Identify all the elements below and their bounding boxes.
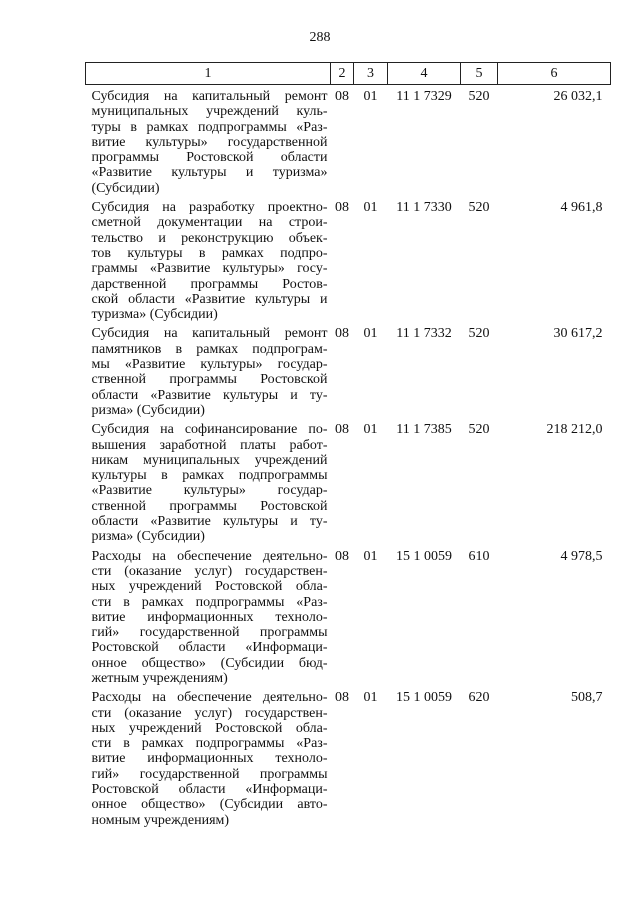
description-line: Субсидия на капитальный ремонт xyxy=(91,89,328,104)
row-expense-type: 520 xyxy=(468,326,490,342)
description-line: гий» государственной программы xyxy=(91,625,328,641)
row-description xyxy=(86,85,331,197)
description-line: Субсидия на капитальный ремонт xyxy=(91,326,328,342)
row-amount: 26 032,1 xyxy=(553,89,603,104)
row-subsection-code: 01 xyxy=(363,548,378,564)
description-line: вышения заработной платы работ- xyxy=(91,437,328,453)
row-expense-type: 520 xyxy=(468,89,490,104)
row-section-code: 08 xyxy=(335,326,349,342)
description-line: витие культуры» государственной xyxy=(91,134,328,150)
description-line: сти (оказание услуг) государствен- xyxy=(91,705,328,721)
table-row xyxy=(86,418,611,544)
row-amount: 508,7 xyxy=(571,690,603,706)
description-line: мы «Развитие культуры» государ- xyxy=(91,357,328,373)
row-section-code: 08 xyxy=(335,200,349,216)
description-line: ской области «Развитие культуры и xyxy=(91,291,328,307)
row-target-article: 15 1 0059 xyxy=(396,548,452,564)
description-line: области «Развитие культуры и ту- xyxy=(91,387,328,403)
description-line: сти в рамках подпрограммы «Раз- xyxy=(91,736,328,752)
table-row xyxy=(86,196,611,322)
row-expense-type: 520 xyxy=(468,422,490,438)
description-line: ных учреждений Ростовской обла- xyxy=(91,579,328,595)
row-description xyxy=(86,322,331,418)
description-line: Субсидия на софинансирование по- xyxy=(91,422,328,438)
column-header-4: 4 xyxy=(388,63,461,85)
row-expense-type: 610 xyxy=(468,548,490,564)
description-line: памятников в рамках подпрограм- xyxy=(91,341,328,357)
column-header-2: 2 xyxy=(331,63,354,85)
description-line: Расходы на обеспечение деятельно- xyxy=(91,690,328,706)
table-body xyxy=(86,85,611,828)
description-line: туры в рамках подпрограммы «Раз- xyxy=(91,119,328,135)
row-description xyxy=(86,545,331,687)
description-line: тельство и реконструкцию объек- xyxy=(91,230,328,246)
description-line: муниципальных учреждений куль- xyxy=(91,104,328,120)
row-target-article: 15 1 0059 xyxy=(396,690,452,706)
description-line: витие информационных техноло- xyxy=(91,609,328,625)
description-line: туризма» (Субсидии) xyxy=(91,307,218,323)
row-expense-type: 520 xyxy=(468,200,490,216)
row-amount: 4 978,5 xyxy=(560,548,603,564)
page-number: 288 xyxy=(309,30,331,45)
description-line: Субсидия на разработку проектно- xyxy=(91,200,328,216)
row-target-article: 11 1 7329 xyxy=(396,89,452,104)
column-header-1: 1 xyxy=(86,63,331,85)
description-line: гий» государственной программы xyxy=(91,766,328,782)
description-line: никам муниципальных учреждений xyxy=(91,452,328,468)
description-line: жетным учреждениям) xyxy=(91,670,228,686)
row-amount: 218 212,0 xyxy=(546,422,603,438)
row-subsection-code: 01 xyxy=(363,326,378,342)
description-line: сти (оказание услуг) государствен- xyxy=(91,563,328,579)
description-line: онное общество» (Субсидии бюд- xyxy=(91,655,328,671)
description-line: ственной программы Ростовской xyxy=(91,498,328,514)
column-header-6: 6 xyxy=(498,63,611,85)
description-line: ных учреждений Ростовской обла- xyxy=(91,720,328,736)
row-subsection-code: 01 xyxy=(363,690,378,706)
row-section-code: 08 xyxy=(335,548,349,564)
description-line: ризма» (Субсидии) xyxy=(91,402,205,418)
description-line: сти в рамках подпрограммы «Раз- xyxy=(91,594,328,610)
row-section-code: 08 xyxy=(335,690,349,706)
description-line: тов культуры в рамках подпро- xyxy=(91,245,328,261)
description-line: Ростовской области «Информаци- xyxy=(91,640,328,656)
row-section-code: 08 xyxy=(335,422,349,438)
description-line: области «Развитие культуры и ту- xyxy=(91,514,328,530)
row-amount: 30 617,2 xyxy=(553,326,603,342)
description-line: культуры в рамках подпрограммы xyxy=(91,468,328,484)
description-line: ственной программы Ростовской xyxy=(91,372,328,388)
row-subsection-code: 01 xyxy=(363,89,378,104)
description-line: (Субсидии) xyxy=(91,180,160,196)
row-description xyxy=(86,686,331,828)
description-line: сметной документации на строи- xyxy=(91,215,328,231)
description-line: дарственной программы Ростов- xyxy=(91,276,328,292)
row-target-article: 11 1 7385 xyxy=(396,422,452,438)
row-subsection-code: 01 xyxy=(363,200,378,216)
row-description xyxy=(86,196,331,322)
table-row xyxy=(86,322,611,418)
column-header-3: 3 xyxy=(354,63,388,85)
row-section-code: 08 xyxy=(335,89,349,104)
row-amount: 4 961,8 xyxy=(560,200,603,216)
description-line: ризма» (Субсидии) xyxy=(91,529,205,545)
description-line: Расходы на обеспечение деятельно- xyxy=(91,548,328,564)
description-line: «Развитие культуры» государ- xyxy=(91,483,328,499)
description-line: Ростовской области «Информаци- xyxy=(91,782,328,798)
table-header-row xyxy=(86,63,611,85)
row-target-article: 11 1 7332 xyxy=(396,326,452,342)
description-line: граммы «Развитие культуры» госу- xyxy=(91,261,328,277)
description-line: номным учреждениям) xyxy=(91,812,230,828)
description-line: «Развитие культуры и туризма» xyxy=(91,165,328,181)
table-row xyxy=(86,686,611,828)
description-line: онное общество» (Субсидии авто- xyxy=(91,797,328,813)
row-target-article: 11 1 7330 xyxy=(396,200,452,216)
row-description xyxy=(86,418,331,544)
description-line: витие информационных техноло- xyxy=(91,751,328,767)
table-row xyxy=(86,545,611,687)
description-line: программы Ростовской области xyxy=(91,150,328,166)
table-row xyxy=(86,85,611,197)
budget-table xyxy=(85,62,611,828)
column-header-5: 5 xyxy=(461,63,498,85)
row-subsection-code: 01 xyxy=(363,422,378,438)
row-expense-type: 620 xyxy=(468,690,490,706)
